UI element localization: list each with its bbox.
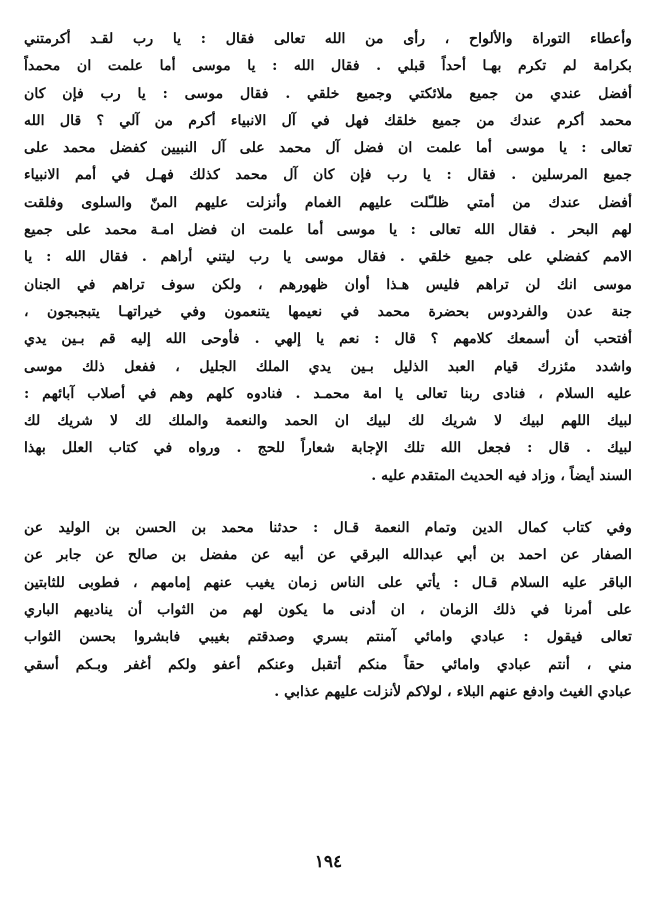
text-line: أفضل عندي من جميع ملائكتي وجميع خلقي . فقال موسى : يا رب فإن كان [24, 85, 632, 102]
text-line: الصفار عن احمد بن أبي عبدالله البرقي عن أبيه عن مفضل بن صالح عن جابر عن [24, 547, 632, 564]
text-line: محمد أكرم عندك من جميع خلقك فهل في آل الانبياء أكرم من آلي ؟ قال الله [24, 112, 632, 129]
text-line: الباقر عليه السلام قـال : يأتي على الناس زمان يغيب عنهم إمامهم ، فطوبى للثابتين [24, 574, 632, 591]
text-line: أفضل عندك من أمتي ظلـّلت عليهم الغمام وأنزلت عليهم المنّ والسلوى وفلقت [24, 194, 632, 211]
text-line: وأعطاء التوراة والألواح ، رأى من الله تعالى فقال : يا رب لقـد أكرمتني [24, 31, 632, 47]
paragraph-2 [24, 515, 632, 706]
text-line-last: عبادي الغيث وادفع عنهم البلاء ، لولاكم لأنزلت عليهم عذابي . [274, 683, 632, 700]
text-line: الامم كفضلي على جميع خلقي . فقال موسى يا رب ليتني أراهم . فقال الله : يا [24, 249, 632, 266]
text-line-last: السند أيضاً ، وزاد فيه الحديث المتقدم عليه . [371, 467, 632, 484]
text-line: وفي كتاب كمال الدين وتمام النعمة قـال : حدثنا محمد بن الحسن بن الوليد عن [24, 520, 632, 537]
paragraph-1 [24, 26, 632, 490]
text-line: تعالى فيقول : عبادي وامائي آمنتم بسري وصدقتم بغيبي فابشروا بحسن الثواب [24, 629, 632, 646]
text-line: بكرامة لم تكرم بهـا أحداً قبلي . فقال الله : يا موسى أما علمت ان محمداً [24, 58, 632, 75]
text-line: موسى انك لن تراهم فليس هـذا أوان ظهورهم ، ولكن سوف تراهم في الجنان [24, 276, 632, 293]
text-line: لهم البحر . فقال الله تعالى : يا موسى أما علمت ان فضل امـة محمد على جميع [24, 222, 632, 239]
text-line: واشدد مئزرك قيام العبد الذليل بـين يدي الملك الجليل ، ففعل ذلك موسى [24, 358, 632, 375]
text-line: أفتحب أن أسمعك كلامهم ؟ قال : نعم يا إلهي . فأوحى الله إليه قم بـين يدي [24, 331, 632, 348]
page-number: ١٩٤ [314, 852, 343, 872]
text-line: لبيك . قال : فجعل الله تلك الإجابة شعاراً للحج . ورواه في كتاب العلل بهذا [24, 440, 632, 457]
paragraph-spacer [24, 490, 632, 515]
text-line: عليه السلام ، فنادى ربنا تعالى يا امة محمـد . فنادوه كلهم وهم في أصلاب آبائهم : [24, 385, 632, 402]
text-line: جميع المرسلين . فقال : يا رب فإن كان آل محمد كذلك فهـل في أمم الانبياء [24, 167, 632, 184]
text-line: جنة عدن والفردوس بحضرة محمد في نعيمها يتنعمون وفي خيراتهـا يتبجبجون ، [24, 303, 632, 320]
text-line: مني ، أنتم عبادي وامائي حقاً منكم أتقبل وعنكم أعفو ولكم أغفر وبـكم أسقي [24, 656, 632, 673]
text-line: تعالى : يا موسى أما علمت ان فضل آل محمد على آل النبيين كفضل محمد على [24, 140, 632, 157]
text-line: لبيك اللهم لبيك لا شريك لك لبيك ان الحمد والنعمة والملك لك لا شريك لك [24, 413, 632, 430]
document-page [24, 26, 632, 896]
text-line: على أمرنا في ذلك الزمان ، ان أدنى ما يكون لهم من الثواب أن يناديهم الباري [24, 601, 632, 618]
